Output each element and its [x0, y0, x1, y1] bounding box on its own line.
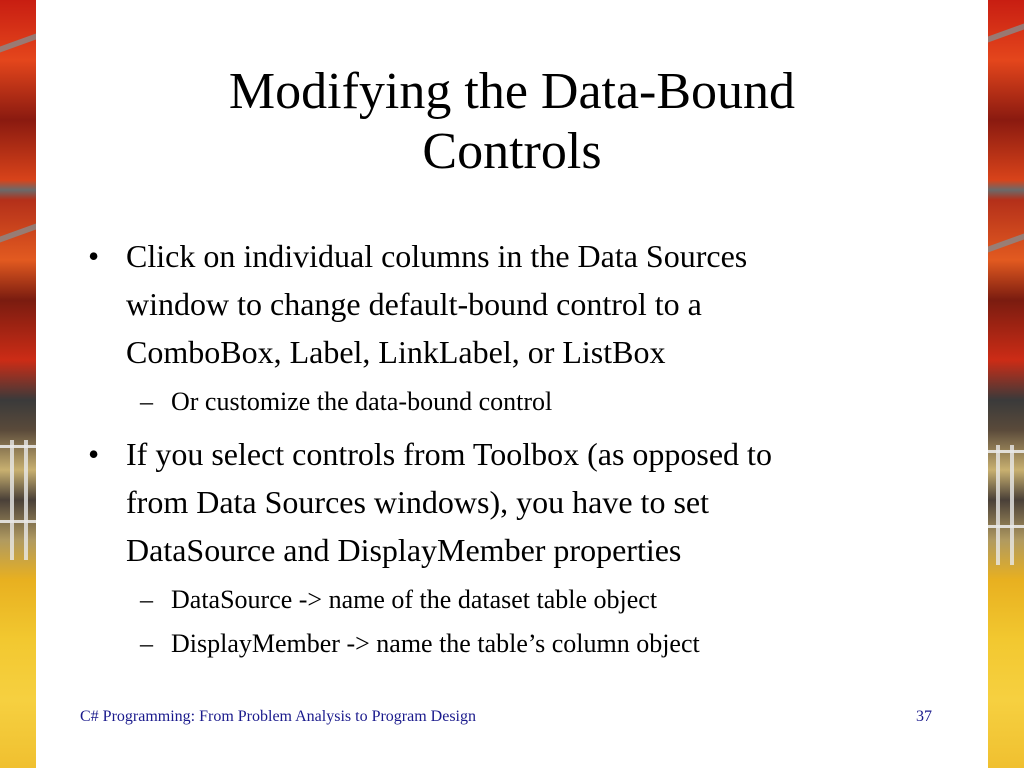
dash-glyph: – — [140, 387, 153, 416]
bullet-glyph: • — [88, 436, 100, 472]
balcony-rail — [988, 450, 1024, 453]
balcony-post — [1010, 445, 1014, 565]
bullet-text-line: If you select controls from Toolbox (as opposed to — [126, 436, 772, 472]
facade-bar — [988, 23, 1024, 42]
footer-course-title: C# Programming: From Problem Analysis to Program Design — [80, 708, 476, 725]
sub-bullet-text: DisplayMember -> name the table’s column object — [171, 629, 700, 658]
dash-glyph: – — [140, 585, 153, 614]
bullet-text-line: Click on individual columns in the Data Sources — [126, 238, 748, 274]
slide-title — [100, 62, 924, 182]
title-line-1: Modifying the Data-Bound — [228, 63, 796, 120]
balcony-rail — [0, 445, 36, 448]
bullet-glyph: • — [88, 238, 100, 274]
bullet-list — [80, 232, 960, 672]
balcony-rail — [0, 520, 36, 523]
facade-bar — [0, 223, 36, 242]
facade-bar — [988, 233, 1024, 252]
title-line-2: Controls — [422, 123, 602, 180]
sub-bullet-text: DataSource -> name of the dataset table object — [171, 585, 658, 614]
left-decorative-strip — [0, 0, 36, 768]
bullet-text-line: ComboBox, Label, LinkLabel, or ListBox — [126, 334, 666, 370]
sub-bullet-item — [80, 386, 960, 418]
bullet-text-line: DataSource and DisplayMember properties — [126, 532, 682, 568]
balcony-rail — [988, 525, 1024, 528]
facade-bar — [0, 33, 36, 52]
right-decorative-strip — [988, 0, 1024, 768]
bullet-item — [80, 430, 960, 574]
bullet-text-line: window to change default-bound control to a — [126, 286, 702, 322]
balcony-post — [10, 440, 14, 560]
balcony-post — [24, 440, 28, 560]
sub-bullet-item — [80, 628, 960, 660]
sub-bullet-item — [80, 584, 960, 616]
dash-glyph: – — [140, 629, 153, 658]
bullet-text-line: from Data Sources windows), you have to set — [126, 484, 709, 520]
bullet-item — [80, 232, 960, 376]
footer-page-number: 37 — [916, 708, 932, 725]
balcony-post — [996, 445, 1000, 565]
sub-bullet-text: Or customize the data-bound control — [171, 387, 553, 416]
